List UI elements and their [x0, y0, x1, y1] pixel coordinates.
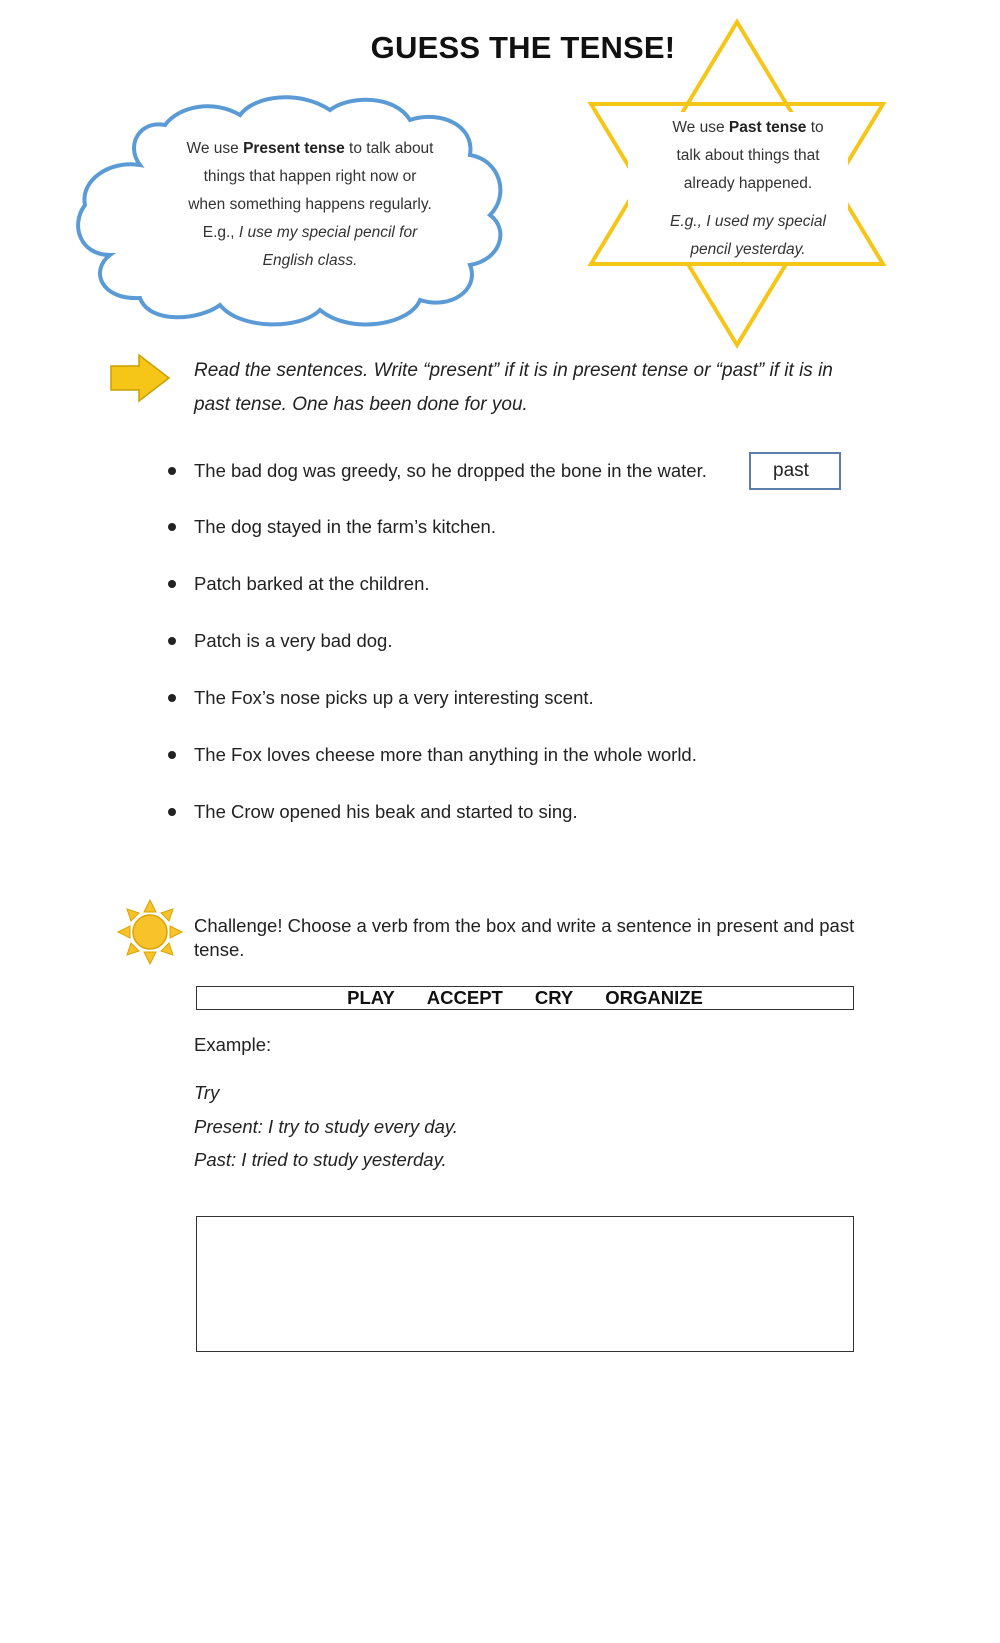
- bullet: [168, 637, 176, 645]
- example-verb: Try: [194, 1082, 220, 1103]
- past-tense-term: Past tense: [728, 119, 807, 136]
- sentence-text: The Fox loves cheese more than anything in the whole world.: [194, 744, 697, 765]
- present-tense-explanation: [160, 135, 460, 275]
- challenge-text: Challenge! Choose a verb from the box and write a sentence in present and past tense.: [194, 915, 855, 960]
- present-line2: things that happen right now or: [203, 168, 417, 185]
- present-example-2: English class.: [262, 252, 358, 269]
- present-example-prefix: E.g.,: [202, 224, 239, 241]
- writing-area[interactable]: [196, 1216, 854, 1352]
- sentence-text: Patch barked at the children.: [194, 573, 430, 594]
- sentence-text: The Crow opened his beak and started to sing.: [194, 801, 578, 822]
- bullet: [168, 694, 176, 702]
- example-past: Past: I tried to study yesterday.: [194, 1149, 447, 1170]
- past-line1-pre: We use: [672, 119, 729, 136]
- bullet: [168, 580, 176, 588]
- verb-cry: CRY: [534, 987, 574, 1008]
- verb-play: PLAY: [347, 987, 395, 1008]
- present-line1-pre: We use: [186, 140, 244, 157]
- sentence-text: The bad dog was greedy, so he dropped the bone in the water.: [194, 460, 707, 481]
- instructions: Read the sentences. Write “present” if it is in present tense or “past” if it is in past tense. One has been done for you.: [194, 360, 833, 415]
- past-line1-post: to: [806, 119, 824, 136]
- sentence-text: Patch is a very bad dog.: [194, 630, 393, 651]
- right-arrow-icon: [111, 355, 169, 401]
- past-line3: already happened.: [683, 175, 813, 192]
- present-line1-post: to talk about: [344, 140, 434, 157]
- present-example-1: I use my special pencil for: [238, 224, 418, 241]
- present-tense-term: Present tense: [243, 140, 345, 157]
- verb-box: [196, 986, 854, 1010]
- sentence-text: The dog stayed in the farm’s kitchen.: [194, 516, 496, 537]
- past-line2: talk about things that: [676, 147, 820, 164]
- verb-accept: ACCEPT: [426, 987, 503, 1008]
- present-line3: when something happens regularly.: [188, 196, 432, 213]
- page-title: GUESS THE TENSE!: [370, 30, 676, 65]
- bullet: [168, 808, 176, 816]
- sun-icon: [118, 900, 182, 964]
- past-example-1: E.g., I used my special: [670, 213, 826, 230]
- past-tense-explanation: [628, 114, 868, 264]
- example-present: Present: I try to study every day.: [194, 1116, 458, 1137]
- bullet: [168, 467, 176, 475]
- past-example-2: pencil yesterday.: [690, 241, 806, 258]
- bullet: [168, 523, 176, 531]
- answer-input[interactable]: past: [749, 452, 841, 490]
- verb-organize: ORGANIZE: [605, 987, 703, 1008]
- bullet: [168, 751, 176, 759]
- sentence-text: The Fox’s nose picks up a very interesting scent.: [194, 687, 594, 708]
- example-label: Example:: [194, 1034, 272, 1055]
